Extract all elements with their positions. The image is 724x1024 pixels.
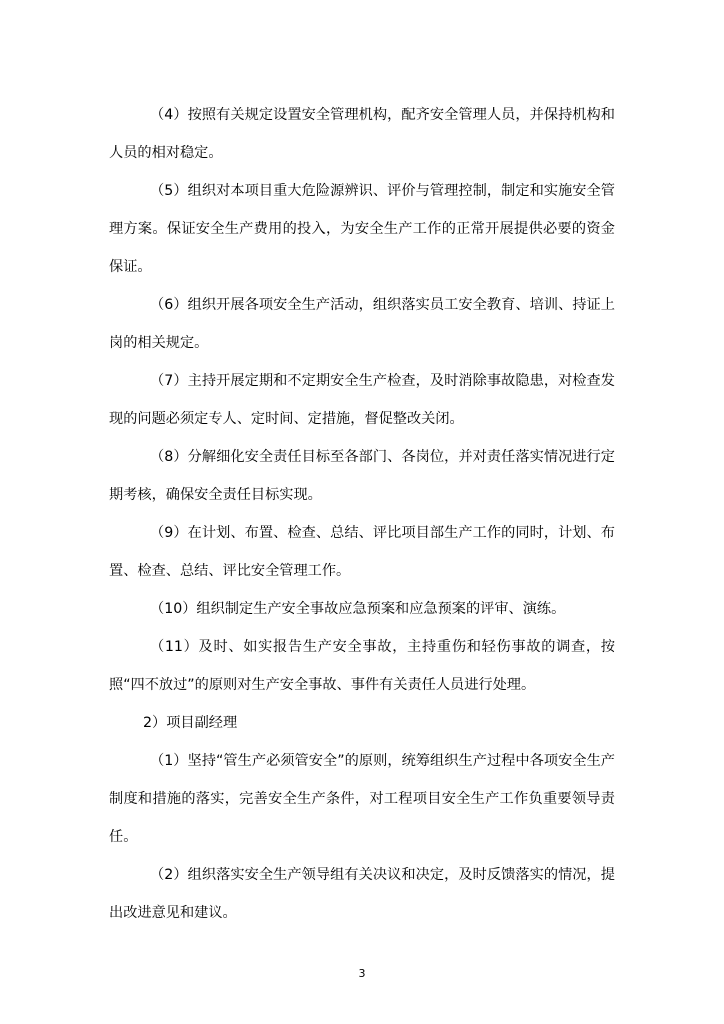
paragraph-item-11: （11）及时、如实报告生产安全事故，主持重伤和轻伤事故的调查，按照“四不放过”的原则对生产安全事故、事件有关责任人员进行处理。 (109, 639, 615, 693)
paragraph-item-4: （4）按照有关规定设置安全管理机构，配齐安全管理人员，并保持机构和人员的相对稳定。 (109, 107, 615, 161)
section-paragraph-1: （1）坚持“管生产必须管安全”的原则，统筹组织生产过程中各项安全生产制度和措施的落实，完善安全生产条件，对工程项目安全生产工作负重要领导责任。 (109, 753, 615, 845)
document-body (109, 96, 615, 932)
paragraph-item-10: （10）组织制定生产安全事故应急预案和应急预案的评审、演练。 (150, 601, 566, 617)
paragraph-item-9: （9）在计划、布置、检查、总结、评比项目部生产工作的同时，计划、布置、检查、总结、评比安全管理工作。 (109, 525, 615, 579)
paragraph-item-8: （8）分解细化安全责任目标至各部门、各岗位，并对责任落实情况进行定期考核，确保安全责任目标实现。 (109, 449, 615, 503)
paragraph-item-5: （5）组织对本项目重大危险源辨识、评价与管理控制，制定和实施安全管理方案。保证安全生产费用的投入，为安全生产工作的正常开展提供必要的资金保证。 (109, 183, 615, 275)
section-paragraph-2: （2）组织落实安全生产领导组有关决议和决定，及时反馈落实的情况，提出改进意见和建议。 (109, 867, 615, 921)
paragraph-item-7: （7）主持开展定期和不定期安全生产检查，及时消除事故隐患，对检查发现的问题必须定专人、定时间、定措施，督促整改关闭。 (109, 373, 615, 427)
paragraph-item-6: （6）组织开展各项安全生产活动，组织落实员工安全教育、培训、持证上岗的相关规定。 (109, 297, 615, 351)
section-heading: 2）项目副经理 (143, 715, 238, 731)
page-number: 3 (358, 967, 366, 980)
